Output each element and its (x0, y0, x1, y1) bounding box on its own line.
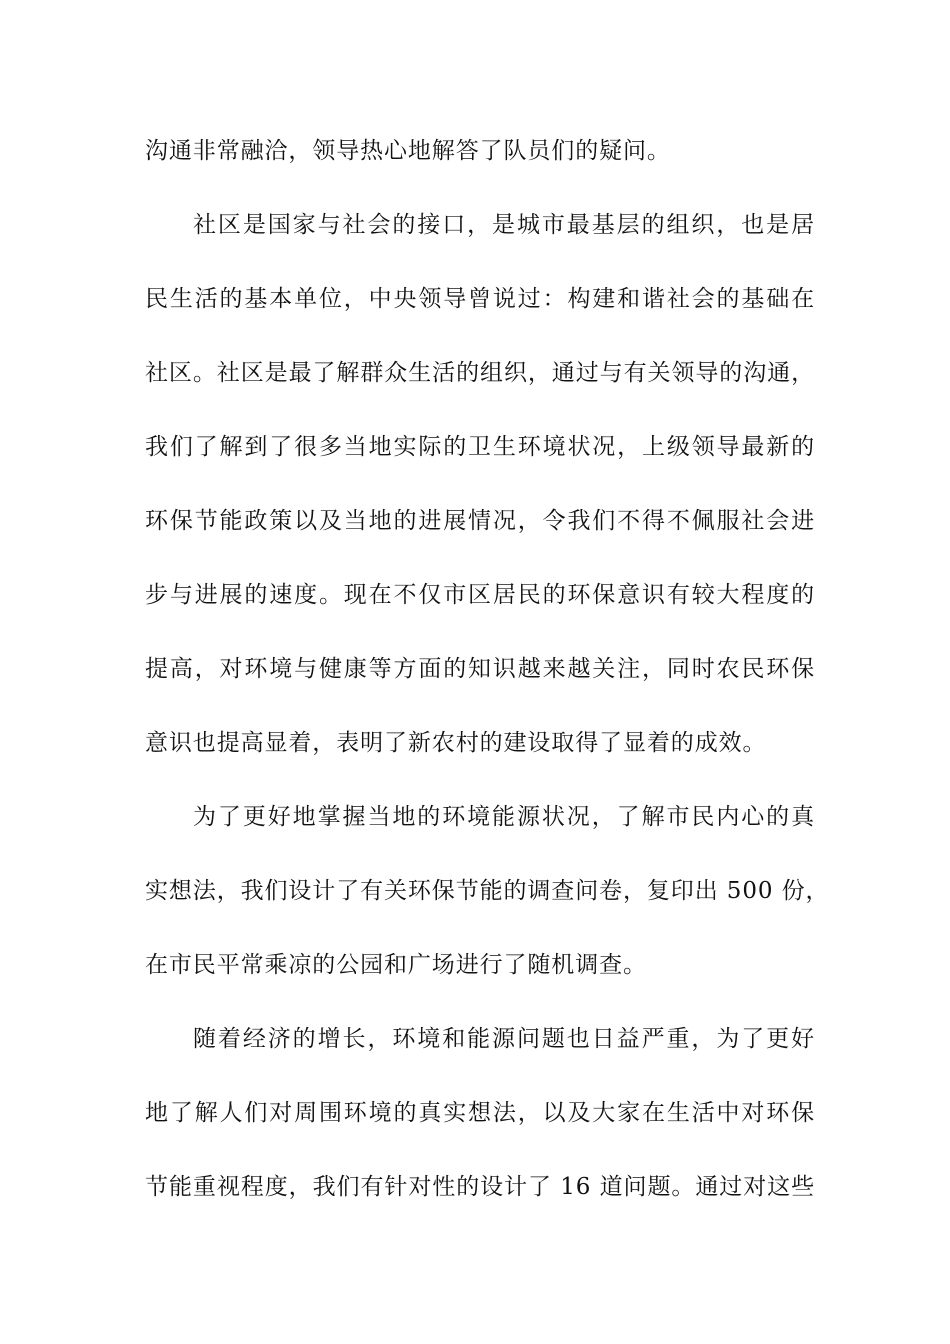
paragraph-line: 民生活的基本单位，中央领导曾说过：构建和谐社会的基础在 (145, 286, 815, 312)
paragraph-line: 提高，对环境与健康等方面的知识越来越关注，同时农民环保 (145, 656, 815, 682)
paragraph-line: 步与进展的速度。现在不仅市区居民的环保意识有较大程度的 (145, 582, 815, 608)
paragraph-line: 随着经济的增长，环境和能源问题也日益严重，为了更好 (193, 1026, 815, 1052)
paragraph-line: 社区。社区是最了解群众生活的组织，通过与有关领导的沟通， (145, 360, 815, 386)
paragraph-line: 社区是国家与社会的接口，是城市最基层的组织，也是居 (193, 212, 815, 238)
paragraph-line: 地了解人们对周围环境的真实想法，以及大家在生活中对环保 (145, 1100, 815, 1126)
paragraph-line: 实想法，我们设计了有关环保节能的调查问卷，复印出 500 份， (145, 878, 830, 904)
paragraph-line: 沟通非常融洽，领导热心地解答了队员们的疑问。 (145, 138, 671, 164)
paragraph-line: 在市民平常乘凉的公园和广场进行了随机调查。 (145, 952, 647, 978)
paragraph-line: 节能重视程度，我们有针对性的设计了 16 道问题。通过对这些 (145, 1174, 815, 1200)
paragraph-line: 意识也提高显着，表明了新农村的建设取得了显着的成效。 (145, 730, 767, 756)
paragraph-line: 为了更好地掌握当地的环境能源状况，了解市民内心的真 (193, 804, 815, 830)
paragraph-line: 环保节能政策以及当地的进展情况，令我们不得不佩服社会进 (145, 508, 815, 534)
paragraph-line: 我们了解到了很多当地实际的卫生环境状况，上级领导最新的 (145, 434, 815, 460)
